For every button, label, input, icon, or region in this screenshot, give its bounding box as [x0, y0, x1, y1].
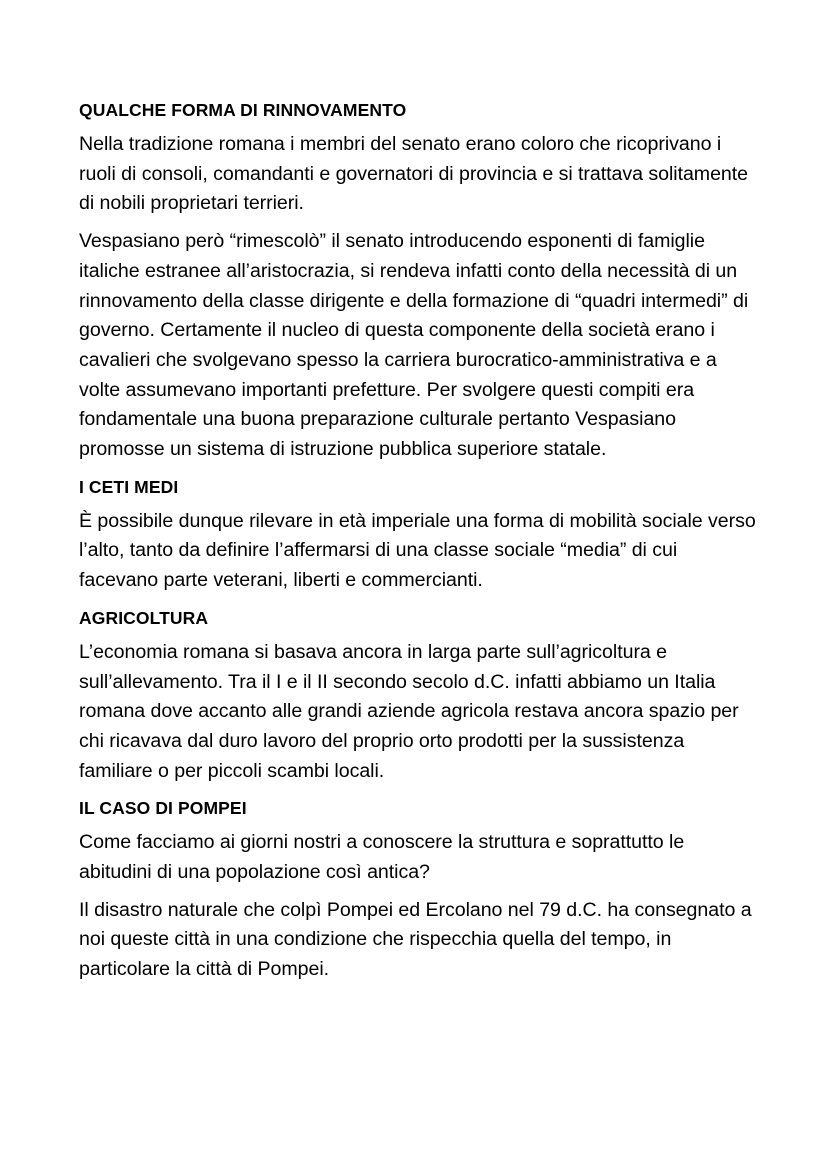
- section-heading: QUALCHE FORMA DI RINNOVAMENTO: [79, 100, 407, 120]
- section-heading: IL CASO DI POMPEI: [79, 798, 247, 819]
- section-heading: AGRICOLTURA: [79, 607, 209, 628]
- section-heading: I CETI MEDI: [79, 476, 179, 497]
- paragraph: Il disastro naturale che colpì Pompei ed Ercolano nel 79 d.C. ha consegnato a noi queste città in una condizione che rispecchia quella del tempo, in particolare la città di Pompei.: [79, 898, 752, 981]
- paragraph: Nella tradizione romana i membri del senato erano coloro che ricoprivano i ruoli di consoli, comandanti e governatori di provincia e si trattava solitamente di nobili proprietari terrieri.: [79, 133, 749, 215]
- section-agricoltura: [79, 604, 759, 787]
- section-rinnovamento: [79, 96, 759, 465]
- paragraph: Come facciamo ai giorni nostri a conoscere la struttura e soprattutto le abitudini di una popolazione così antica?: [79, 831, 685, 884]
- paragraph: L’economia romana si basava ancora in larga parte sull’agricoltura e sull’allevamento. Tra il I e il II secondo secolo d.C. infatti abbiamo un Italia romana dove accanto alle grandi aziende agricola restava ancora spazio per chi ricavava dal duro lavoro del proprio orto prodotti per la sussistenza familiare o per piccoli scambi locali.: [79, 640, 739, 782]
- document-body: [79, 96, 759, 993]
- paragraph: È possibile dunque rilevare in età imperiale una forma di mobilità sociale verso l’alto, tanto da definire l’affermarsi di una classe sociale “media” di cui facevano parte veterani, liberti e commercianti.: [79, 509, 756, 592]
- section-pompei: [79, 794, 759, 985]
- paragraph: Vespasiano però “rimescolò” il senato introducendo esponenti di famiglie italiche estranee all’aristocrazia, si rendeva infatti conto della necessità di un rinnovamento della classe dirigente e della formazione di “quadri intermedi” di governo. Certamente il nucleo di questa componente della società erano i cavalieri che svolgevano spesso la carriera burocratico-amministrativa e a volte assumevano importanti prefetture. Per svolgere questi compiti era fondamentale una buona preparazione culturale pertanto Vespasiano promosse un sistema di istruzione pubblica superiore statale.: [79, 230, 749, 461]
- section-ceti-medi: [79, 473, 759, 596]
